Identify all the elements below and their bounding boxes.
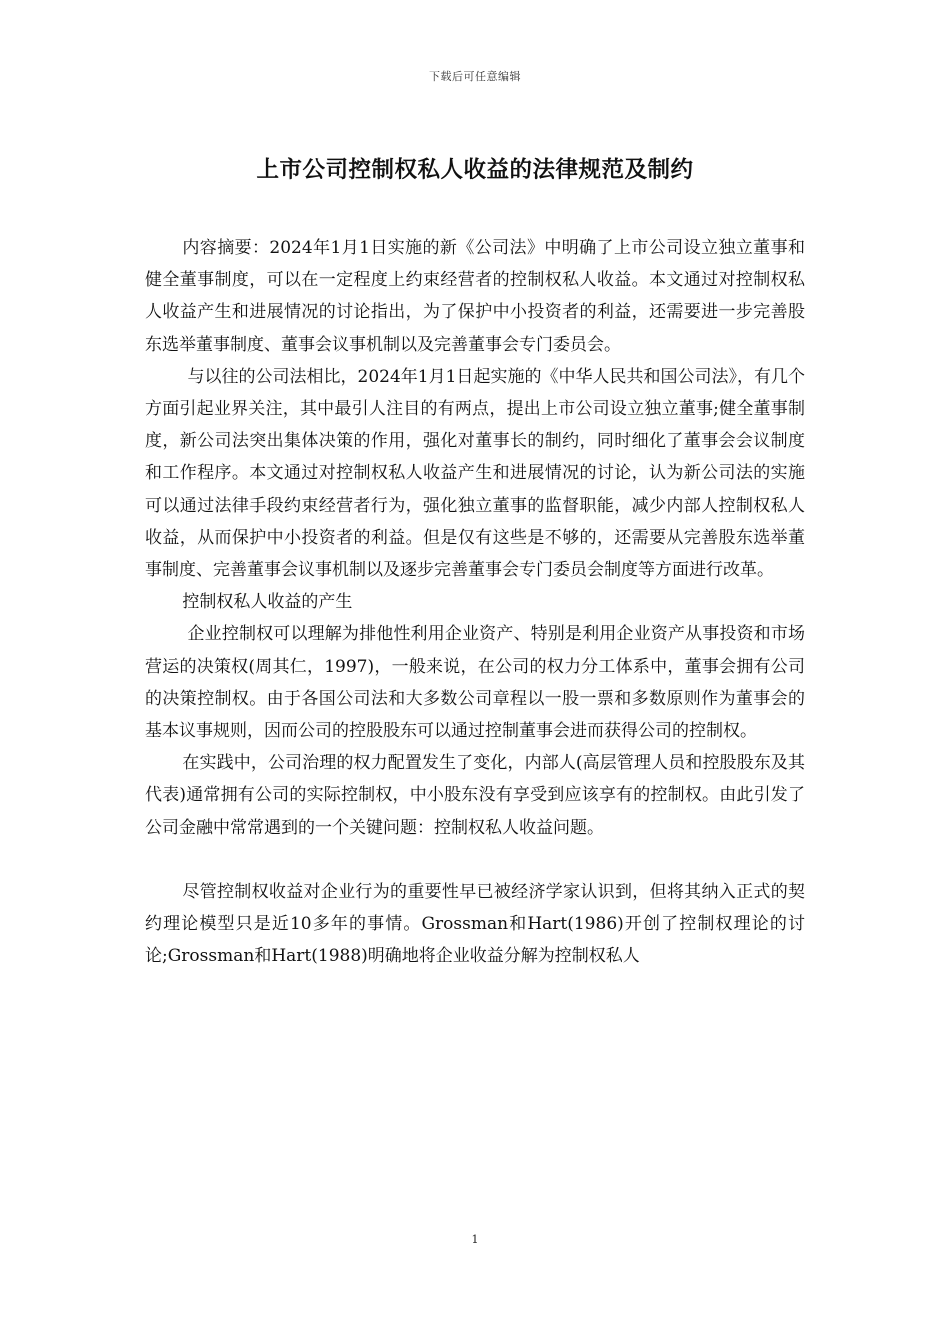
body-paragraph: 尽管控制权收益对企业行为的重要性早已被经济学家认识到，但将其纳入正式的契约理论模型只是近10多年的事情。Grossman和Hart(1986)开创了控制权理论的讨论;Grossman和Hart(1988)明确地将企业收益分解为控制权私人 <box>145 881 805 967</box>
section-heading: 控制权私人收益的产生 <box>182 592 353 613</box>
body-paragraph: 企业控制权可以理解为排他性利用企业资产、特别是利用企业资产从事投资和市场营运的决策权(周其仁，1997)，一般来说，在公司的权力分工体系中，董事会拥有公司的决策控制权。由于各国公司法和大多数公司章程以一股一票和多数原则作为董事会的基本议事规则，因而公司的控股股东可以通过控制董事会进而获得公司的控制权。 <box>145 624 805 742</box>
body-paragraph: 在实践中，公司治理的权力配置发生了变化，内部人(高层管理人员和控股股东及其代表)通常拥有公司的实际控制权，中小股东没有享受到应该享有的控制权。由此引发了公司金融中常常遇到的一个关键问题：控制权私人收益问题。 <box>145 753 805 838</box>
document-body <box>145 232 805 972</box>
intro-paragraph: 与以往的公司法相比，2024年1月1日起实施的《中华人民共和国公司法》，有几个方面引起业界关注，其中最引人注目的有两点，提出上市公司设立独立董事;健全董事制度，新公司法突出集体决策的作用，强化对董事长的制约，同时细化了董事会会议制度和工作程序。本文通过对控制权私人收益产生和进展情况的讨论，认为新公司法的实施可以通过法律手段约束经营者行为，强化独立董事的监督职能，减少内部人控制权私人收益，从而保护中小投资者的利益。但是仅有这些是不够的，还需要从完善股东选举董事制度、完善董事会议事机制以及逐步完善董事会专门委员会制度等方面进行改革。 <box>145 366 805 581</box>
abstract-paragraph: 内容摘要：2024年1月1日实施的新《公司法》中明确了上市公司设立独立董事和健全董事制度，可以在一定程度上约束经营者的控制权私人收益。本文通过对控制权私人收益产生和进展情况的讨论指出，为了保护中小投资者的利益，还需要进一步完善股东选举董事制度、董事会议事机制以及完善董事会专门委员会。 <box>145 238 805 355</box>
page-number: 1 <box>471 1233 479 1246</box>
document-title: 上市公司控制权私人收益的法律规范及制约 <box>256 157 694 183</box>
header-note: 下载后可任意编辑 <box>429 70 521 83</box>
